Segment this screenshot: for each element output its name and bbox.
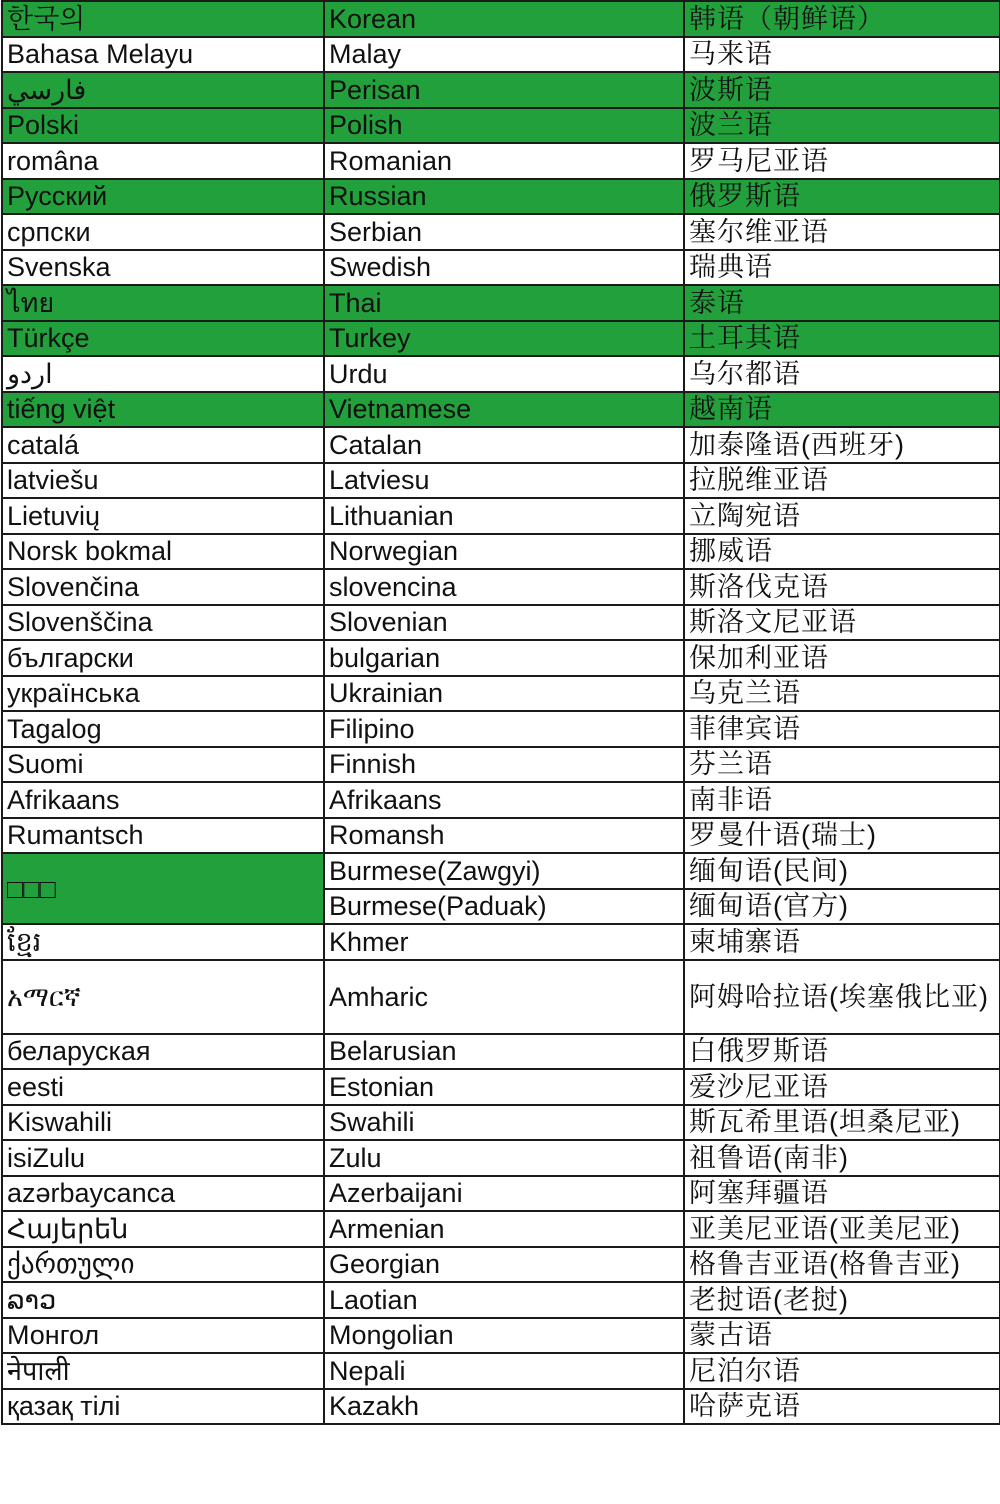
chinese-name-cell[interactable]: 乌克兰语 [684,676,1000,712]
chinese-name-cell[interactable]: 立陶宛语 [684,498,1000,534]
chinese-name-cell[interactable]: 泰语 [684,285,1000,321]
native-name-cell[interactable]: Slovenščina [2,605,324,641]
native-name-cell[interactable]: Slovenčina [2,569,324,605]
native-name-cell[interactable]: Afrikaans [2,782,324,818]
english-name-cell[interactable]: Korean [324,1,684,37]
native-name-cell[interactable]: українська [2,676,324,712]
table-row [2,356,1000,392]
native-name-cell[interactable]: ไทย [2,285,324,321]
english-name-cell[interactable]: slovencina [324,569,684,605]
english-name-cell[interactable]: Ukrainian [324,676,684,712]
table-row [2,1,1000,37]
chinese-name-cell[interactable]: 加泰隆语(西班牙) [684,427,1000,463]
chinese-name-cell[interactable]: 越南语 [684,392,1000,428]
english-name-cell[interactable]: Georgian [324,1247,684,1283]
chinese-name-cell[interactable]: 斯洛文尼亚语 [684,605,1000,641]
table-row [2,1176,1000,1212]
native-name-cell[interactable]: azərbaycanca [2,1176,324,1212]
chinese-name-cell[interactable]: 爱沙尼亚语 [684,1069,1000,1105]
english-name-cell[interactable]: Amharic [324,960,684,1034]
native-name-cell[interactable]: Türkçe [2,321,324,357]
chinese-name-cell[interactable]: 阿塞拜疆语 [684,1176,1000,1212]
native-name-cell[interactable]: Kiswahili [2,1105,324,1141]
table-row [2,1318,1000,1354]
table-row [2,498,1000,534]
table-row [2,818,1000,854]
table-row [2,108,1000,144]
english-name-cell[interactable]: Laotian [324,1282,684,1318]
chinese-name-cell[interactable]: 老挝语(老挝) [684,1282,1000,1318]
english-name-cell[interactable]: Romansh [324,818,684,854]
table-row [2,960,1000,1034]
english-name-cell[interactable]: Swedish [324,250,684,286]
english-name-cell[interactable]: Filipino [324,711,684,747]
table-row [2,285,1000,321]
table-row [2,250,1000,286]
native-name-cell[interactable]: Polski [2,108,324,144]
english-name-cell[interactable]: Nepali [324,1353,684,1389]
english-name-cell[interactable]: Burmese(Zawgyi) [324,853,684,889]
english-name-cell[interactable]: Estonian [324,1069,684,1105]
table-row [2,676,1000,712]
chinese-name-cell[interactable]: 罗曼什语(瑞士) [684,818,1000,854]
chinese-name-cell[interactable]: 乌尔都语 [684,356,1000,392]
chinese-name-cell[interactable]: 马来语 [684,37,1000,73]
chinese-name-cell[interactable]: 南非语 [684,782,1000,818]
chinese-name-cell[interactable]: 缅甸语(民间) [684,853,1000,889]
english-name-cell[interactable]: Armenian [324,1211,684,1247]
table-row [2,747,1000,783]
table-row [2,427,1000,463]
table-row [2,924,1000,960]
native-name-cell[interactable]: Lietuvių [2,498,324,534]
native-name-cell[interactable]: қазақ тілі [2,1389,324,1425]
chinese-name-cell[interactable]: 斯瓦希里语(坦桑尼亚) [684,1105,1000,1141]
native-name-cell[interactable]: ქართული [2,1247,324,1283]
table-row [2,1105,1000,1141]
chinese-name-cell[interactable]: 俄罗斯语 [684,179,1000,215]
chinese-name-cell[interactable]: 斯洛伐克语 [684,569,1000,605]
table-row [2,711,1000,747]
english-name-cell[interactable]: Serbian [324,214,684,250]
native-name-cell[interactable]: български [2,640,324,676]
native-name-cell[interactable]: isiZulu [2,1140,324,1176]
table-row [2,179,1000,215]
table-row [2,321,1000,357]
english-name-cell[interactable]: Latviesu [324,463,684,499]
native-name-cell[interactable]: □□□ [2,853,324,924]
english-name-cell[interactable]: Lithuanian [324,498,684,534]
chinese-name-cell[interactable]: 韩语（朝鲜语） [684,1,1000,37]
native-name-cell[interactable]: Русский [2,179,324,215]
chinese-name-cell[interactable]: 挪威语 [684,534,1000,570]
native-name-cell[interactable]: tiếng việt [2,392,324,428]
table-row [2,1282,1000,1318]
table-row [2,72,1000,108]
english-name-cell[interactable]: Kazakh [324,1389,684,1425]
english-name-cell[interactable]: Malay [324,37,684,73]
chinese-name-cell[interactable]: 格鲁吉亚语(格鲁吉亚) [684,1247,1000,1283]
chinese-name-cell[interactable]: 缅甸语(官方) [684,889,1000,925]
chinese-name-cell[interactable]: 保加利亚语 [684,640,1000,676]
language-table-body [2,1,1000,1424]
native-name-cell[interactable]: Հայերեն [2,1211,324,1247]
table-row [2,640,1000,676]
chinese-name-cell[interactable]: 亚美尼亚语(亚美尼亚) [684,1211,1000,1247]
chinese-name-cell[interactable]: 哈萨克语 [684,1389,1000,1425]
native-name-cell[interactable]: አማርኛ [2,960,324,1034]
english-name-cell[interactable]: Vietnamese [324,392,684,428]
table-row [2,1353,1000,1389]
table-row [2,37,1000,73]
chinese-name-cell[interactable]: 柬埔寨语 [684,924,1000,960]
chinese-name-cell[interactable]: 波斯语 [684,72,1000,108]
english-name-cell[interactable]: Perisan [324,72,684,108]
language-table [1,0,1000,1425]
english-name-cell[interactable]: Slovenian [324,605,684,641]
english-name-cell[interactable]: Afrikaans [324,782,684,818]
english-name-cell[interactable]: Swahili [324,1105,684,1141]
chinese-name-cell[interactable]: 祖鲁语(南非) [684,1140,1000,1176]
native-name-cell[interactable]: româna [2,143,324,179]
english-name-cell[interactable]: Turkey [324,321,684,357]
native-name-cell[interactable]: catalá [2,427,324,463]
table-row [2,392,1000,428]
chinese-name-cell[interactable]: 白俄罗斯语 [684,1034,1000,1070]
native-name-cell[interactable]: ລາວ [2,1282,324,1318]
native-name-cell[interactable]: Suomi [2,747,324,783]
chinese-name-cell[interactable]: 菲律宾语 [684,711,1000,747]
chinese-name-cell[interactable]: 瑞典语 [684,250,1000,286]
english-name-cell[interactable]: Khmer [324,924,684,960]
table-row [2,569,1000,605]
english-name-cell[interactable]: Finnish [324,747,684,783]
table-row [2,853,1000,889]
table-row [2,143,1000,179]
native-name-cell[interactable]: eesti [2,1069,324,1105]
table-row [2,1140,1000,1176]
native-name-cell[interactable]: беларуская [2,1034,324,1070]
english-name-cell[interactable]: Mongolian [324,1318,684,1354]
chinese-name-cell[interactable]: 尼泊尔语 [684,1353,1000,1389]
chinese-name-cell[interactable]: 土耳其语 [684,321,1000,357]
table-row [2,1034,1000,1070]
table-row [2,534,1000,570]
native-name-cell[interactable]: Tagalog [2,711,324,747]
chinese-name-cell[interactable]: 波兰语 [684,108,1000,144]
english-name-cell[interactable]: Urdu [324,356,684,392]
native-name-cell[interactable]: Svenska [2,250,324,286]
english-name-cell[interactable]: Azerbaijani [324,1176,684,1212]
native-name-cell[interactable]: Rumantsch [2,818,324,854]
table-row [2,214,1000,250]
table-row [2,782,1000,818]
english-name-cell[interactable]: Romanian [324,143,684,179]
table-row [2,605,1000,641]
english-name-cell[interactable]: Zulu [324,1140,684,1176]
english-name-cell[interactable]: Belarusian [324,1034,684,1070]
english-name-cell[interactable]: Burmese(Paduak) [324,889,684,925]
table-row [2,1069,1000,1105]
native-name-cell[interactable]: 한국의 [2,1,324,37]
english-name-cell[interactable]: Russian [324,179,684,215]
native-name-cell[interactable]: ខ្មែរ [2,924,324,960]
english-name-cell[interactable]: Polish [324,108,684,144]
table-row [2,1247,1000,1283]
english-name-cell[interactable]: Norwegian [324,534,684,570]
chinese-name-cell[interactable]: 芬兰语 [684,747,1000,783]
native-name-cell[interactable]: Bahasa Melayu [2,37,324,73]
native-name-cell[interactable]: latviešu [2,463,324,499]
chinese-name-cell[interactable]: 拉脱维亚语 [684,463,1000,499]
native-name-cell[interactable]: नेपाली [2,1353,324,1389]
native-name-cell[interactable]: српски [2,214,324,250]
chinese-name-cell[interactable]: 罗马尼亚语 [684,143,1000,179]
native-name-cell[interactable]: فارسي [2,72,324,108]
chinese-name-cell[interactable]: 阿姆哈拉语(埃塞俄比亚) [684,960,1000,1034]
english-name-cell[interactable]: Thai [324,285,684,321]
chinese-name-cell[interactable]: 塞尔维亚语 [684,214,1000,250]
table-row [2,1211,1000,1247]
english-name-cell[interactable]: Catalan [324,427,684,463]
chinese-name-cell[interactable]: 蒙古语 [684,1318,1000,1354]
native-name-cell[interactable]: Norsk bokmal [2,534,324,570]
table-row [2,1389,1000,1425]
table-row [2,463,1000,499]
english-name-cell[interactable]: bulgarian [324,640,684,676]
native-name-cell[interactable]: اردو [2,356,324,392]
native-name-cell[interactable]: Монгол [2,1318,324,1354]
